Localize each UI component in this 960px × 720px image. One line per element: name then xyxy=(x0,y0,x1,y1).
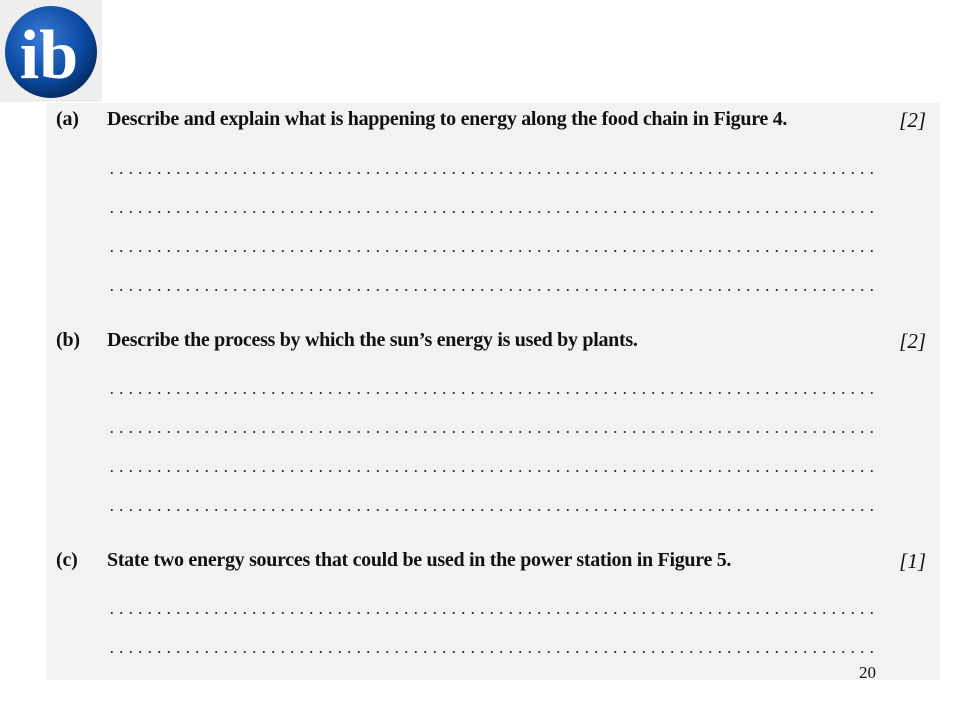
question-b-text: Describe the process by which the sun’s energy is used by plants. xyxy=(107,329,638,351)
question-sheet xyxy=(47,103,940,680)
question-a-label: (a) xyxy=(56,108,79,130)
question-c-label: (c) xyxy=(56,549,78,571)
answer-line[interactable] xyxy=(107,211,875,213)
answer-line[interactable] xyxy=(107,651,875,653)
answer-line[interactable] xyxy=(107,470,875,472)
question-c-text: State two energy sources that could be used in the power station in Figure 5. xyxy=(107,549,732,571)
ib-logo-icon xyxy=(0,0,102,102)
logo-area xyxy=(0,0,102,102)
question-a-marks: [2] xyxy=(899,108,926,132)
answer-line[interactable] xyxy=(107,250,875,252)
question-b-marks: [2] xyxy=(899,329,926,353)
question-a-text: Describe and explain what is happening to energy along the food chain in Figure 4. xyxy=(107,108,788,130)
answer-line[interactable] xyxy=(107,172,875,174)
question-b-label: (b) xyxy=(56,329,80,351)
answer-line[interactable] xyxy=(107,612,875,614)
answer-line[interactable] xyxy=(107,509,875,511)
question-c-marks: [1] xyxy=(899,549,926,573)
answer-line[interactable] xyxy=(107,431,875,433)
page-number: 20 xyxy=(859,663,876,682)
logo-text: ib xyxy=(19,17,79,94)
answer-line[interactable] xyxy=(107,392,875,394)
answer-line[interactable] xyxy=(107,289,875,291)
